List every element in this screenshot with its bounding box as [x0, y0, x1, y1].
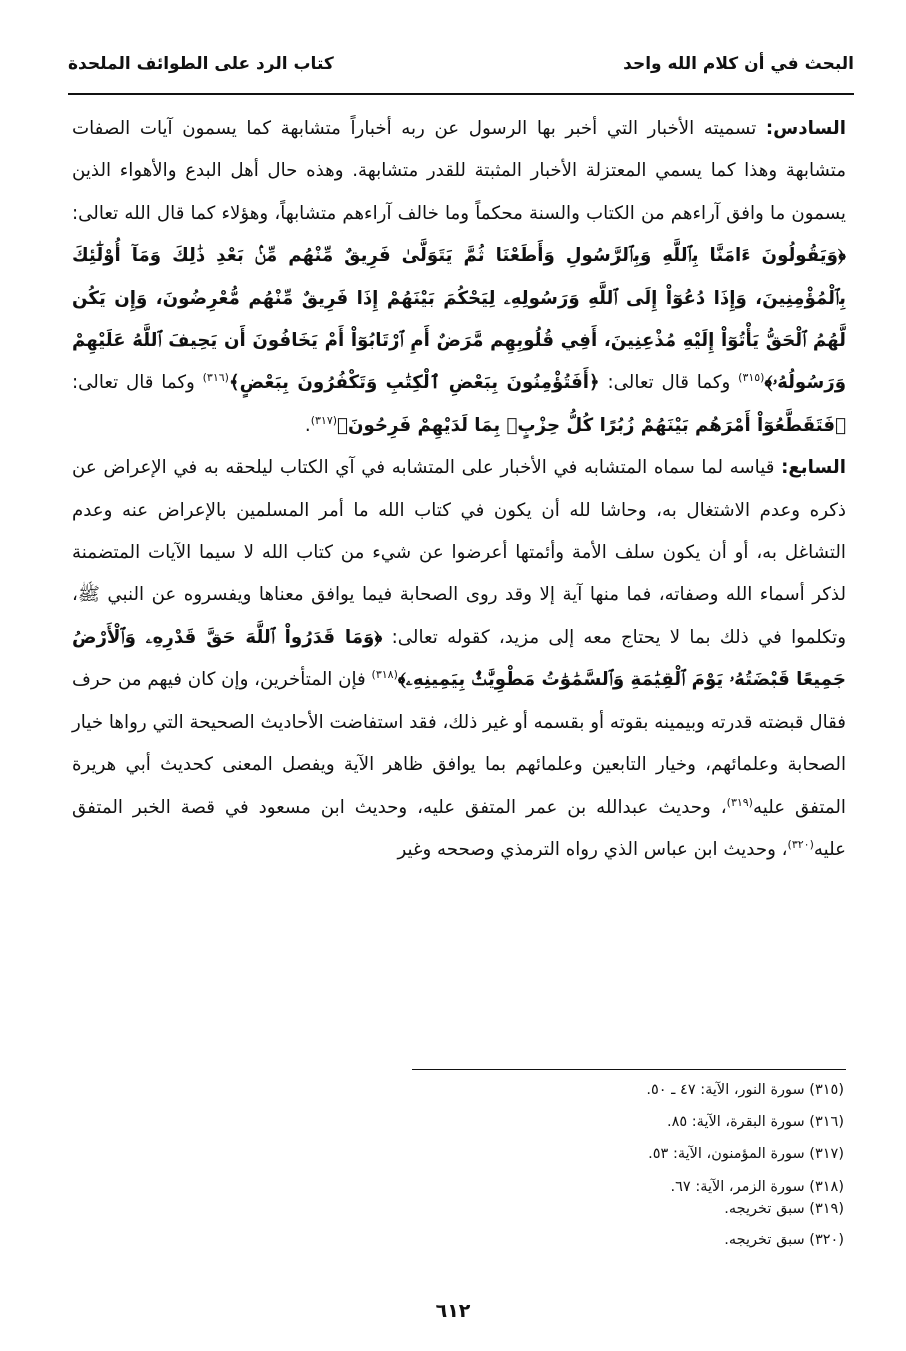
footnote-ref: (٣١٥) — [738, 371, 765, 385]
footnote-ref: (٣١٩) — [726, 795, 753, 809]
paragraph-text: ، وحديث عبدالله بن عمر المتفق عليه، وحديث ابن مسعود في قصة الخبر المتفق عليه — [72, 796, 846, 860]
page-number: ٦١٢ — [435, 1300, 471, 1322]
main-text — [72, 108, 846, 871]
paragraph-text: ، وحديث ابن عباس الذي رواه الترمذي وصححه وغير — [397, 838, 788, 860]
paragraph-text: تسميته الأخبار التي أخبر بها الرسول عن ربه أخباراً متشابهة كما يسمون آيات الصفات متشابهة وهذا كما يسمي المعتزلة الأخبار المثبتة للقدر متشابهة. وهذه حال أهل البدع والأهواء الذين يسمون ما وافق آراءهم من الكتاب والسنة محكماً وما خالف آراءهم متشابهاً، وهؤلاء كما قال الله تعالى: — [72, 118, 846, 224]
footnote-ref: (٣١٧) — [310, 413, 338, 427]
quran-verse: ﴿وَمَا قَدَرُواْ ٱللَّهَ حَقَّ قَدْرِهِۦ وَٱلْأَرْضُ جَمِيعًا قَبْضَتُهُۥ يَوْمَ ٱلْقِيَٰمَةِ وَٱلسَّمَٰوَٰتُ مَطْوِيَّٰتٌۢ بِيَمِينِهِۦ﴾ — [72, 626, 846, 691]
paragraph-text: وكما قال تعالى: — [599, 372, 739, 394]
footnotes — [300, 1074, 844, 1256]
footnote-ref: (٣٢٠) — [787, 837, 814, 851]
quran-verse: ﴿فَتَقَطَّعُوٓاْ أَمْرَهُم بَيْنَهُمْ زُبُرًا كُلُّ حِزْبٍۭ بِمَا لَدَيْهِمْ فَرِحُونَ﴾ — [337, 414, 846, 436]
footnote: (٣١٨) سورة الزمر، الآية: ٦٧. — [670, 1179, 844, 1195]
header-chapter-title: البحث في أن كلام الله واحد — [623, 54, 854, 74]
footnote: (٣١٧) سورة المؤمنون، الآية: ٥٣. — [648, 1146, 844, 1162]
paragraph-text: قياسه لما سماه المتشابه في الأخبار على المتشابه في آي الكتاب ليلحقه به في الإعراض عن ذكره وعدم الاشتغال به، وحاشا لله أن يكون في كتاب الله ما أمر المسلمين بالإعراض عنه وعدم التشاغل به، أو أن يكون سلف الأمة وأئمتها أعرضوا عن شيء من كتاب الله لا سيما الآيات المتضمنة لذكر أسماء الله وصفاته، فما منها آية إلا وقد روى الصحابة فيما يوافق معناها ويفسروه عن النبي ﷺ، وتكلموا في ذلك بما لا يحتاج معه إلى مزيد، كقوله تعالى: — [72, 457, 846, 648]
footnote-ref: (٣١٨) — [371, 668, 398, 682]
footnote: (٣٢٠) سبق تخريجه. — [724, 1232, 844, 1248]
footnote: (٣١٩) سبق تخريجه. — [724, 1201, 844, 1217]
paragraph-text: وكما قال تعالى: — [72, 372, 203, 394]
header-book-title: كتاب الرد على الطوائف الملحدة — [68, 54, 334, 74]
paragraph-text: . — [304, 414, 311, 436]
running-header — [68, 40, 854, 88]
paragraph-sixth — [72, 108, 846, 447]
footnote-divider — [412, 1069, 846, 1070]
paragraph-lead: السابع: — [781, 457, 846, 479]
paragraph-text: فإن المتأخرين، وإن كان فيهم من حرف فقال قبضته قدرته وبيمينه بقوته أو بقسمه أو غير ذلك، فقد استفاضت الأحاديث الصحيحة التي رواها خيار الصحابة وعلمائهم، وخيار التابعين وعلمائهم بما يوافق ظاهر الآية ويفصل المعنى كحديث أبي هريرة المتفق عليه — [72, 669, 846, 818]
quran-verse: ﴿أَفَتُؤْمِنُونَ بِبَعْضِ ٱلْكِتَٰبِ وَتَكْفُرُونَ بِبَعْضٍ﴾ — [228, 372, 600, 394]
paragraph-seventh — [72, 447, 846, 871]
paragraph-lead: السادس: — [765, 118, 846, 139]
footnote: (٣١٦) سورة البقرة، الآية: ٨٥. — [667, 1114, 844, 1130]
header-divider — [68, 93, 854, 95]
quran-verse: ﴿وَيَقُولُونَ ءَامَنَّا بِٱللَّهِ وَبِٱلرَّسُولِ وَأَطَعْنَا ثُمَّ يَتَوَلَّىٰ فَرِيقٌ مِّنْهُم مِّنۢ بَعْدِ ذَٰلِكَ وَمَآ أُوْلَٰٓئِكَ بِٱلْمُؤْمِنِينَ، وَإِذَا دُعُوٓاْ إِلَى ٱللَّهِ وَرَسُولِهِۦ لِيَحْكُمَ بَيْنَهُمْ إِذَا فَرِيقٌ مِّنْهُم مُّعْرِضُونَ، وَإِن يَكُن لَّهُمُ ٱلْحَقُّ يَأْتُوٓاْ إِلَيْهِ مُذْعِنِينَ، أَفِي قُلُوبِهِم مَّرَضٌ أَمِ ٱرْتَابُوٓاْ أَمْ يَخَافُونَ أَن يَحِيفَ ٱللَّهُ عَلَيْهِمْ وَرَسُولُهُۥ﴾ — [72, 245, 846, 394]
footnote: (٣١٥) سورة النور، الآية: ٤٧ ـ ٥٠. — [646, 1082, 844, 1098]
footnote-ref: (٣١٦) — [202, 371, 229, 385]
